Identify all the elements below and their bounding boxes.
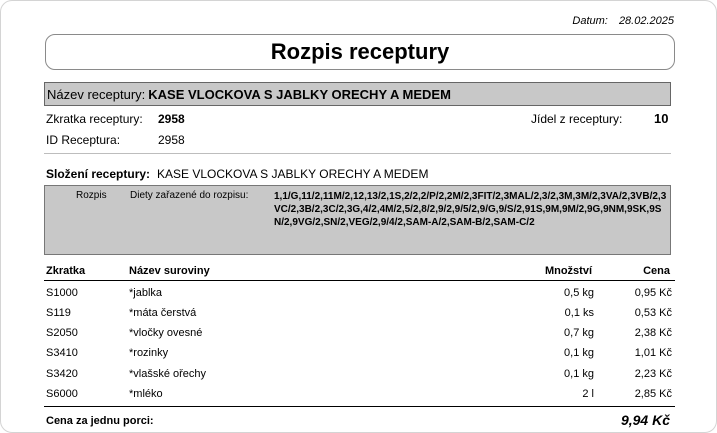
row-name: *jablka [129,287,163,299]
separator [44,153,671,154]
recipe-name-label: Název receptury: [47,86,146,102]
date-value: 28.02.2025 [618,15,674,27]
table-row [1,323,717,343]
portion-price-label: Cena za jednu porci: [46,415,154,427]
row-qty: 0,1 kg [564,347,594,359]
composition-value: KASE VLOCKOVA S JABLKY ORECHY A MEDEM [157,167,429,181]
recipe-name-value: KASE VLOCKOVA S JABLKY ORECHY A MEDEM [148,86,451,102]
row-code: S6000 [46,388,78,400]
diets-label: Diety zařazené do rozpisu: [130,190,249,201]
row-code: S3410 [46,347,78,359]
composition-label: Složení receptury: [46,167,151,181]
id-label: ID Receptura: [46,133,121,147]
abbr-value: 2958 [158,112,185,126]
table-row [1,303,717,323]
diets-value: 1,1/G,11/2,11M/2,12,13/2,1S,2/2,2/P/2,2M/2,3FIT/2,3MAL/2,3/2,3M,3M/2,3VA/2,3VB/2,3VC/2,3B/2,3C/2,3G,4/2,4M/2,5/2,8/2,9/2,9/5/2,9/G,9/S/2,91S,9M,9M/2,9G,9NM,9SK,9SN/2,9VG/2,SN/2,VEG/2,9/4/2,SAM-A/2,SAM-B/2,SAM-C/2 [274,191,667,228]
header-name: Název suroviny [129,265,210,277]
row-name: *mléko [129,388,163,400]
row-code: S119 [46,307,71,319]
row-name: *vlašské ořechy [129,368,207,380]
row-price: 2,23 Kč [634,368,672,380]
abbr-label: Zkratka receptury: [46,112,143,126]
header-rule [44,280,675,281]
row-qty: 0,5 kg [564,287,594,299]
row-name: *máta čerstvá [129,307,197,319]
row-price: 0,53 Kč [634,307,672,319]
row-price: 1,01 Kč [634,347,672,359]
meals-value: 10 [654,111,669,126]
header-code: Zkratka [46,265,86,277]
date [572,15,674,27]
header-price: Cena [643,265,670,277]
row-code: S1000 [46,287,78,299]
row-name: *vločky ovesné [129,327,203,339]
row-code: S2050 [46,327,78,339]
recipe-name-bar [44,82,671,106]
total-rule [44,406,675,407]
row-price: 2,38 Kč [634,327,672,339]
row-price: 2,85 Kč [634,388,672,400]
row-qty: 0,1 ks [564,307,594,319]
table-row [1,384,717,404]
rozpis-label: Rozpis [76,190,107,201]
row-qty: 0,7 kg [564,327,594,339]
header-qty: Množství [544,265,592,277]
id-value: 2958 [158,133,185,147]
row-qty: 0,1 kg [564,368,594,380]
title-box [45,34,675,70]
table-row [1,283,717,303]
row-name: *rozinky [129,347,169,359]
row-qty: 2 l [582,388,594,400]
meals-label: Jídel z receptury: [531,112,623,126]
diets-box [44,185,671,255]
portion-price-value: 9,94 Kč [620,412,670,428]
table-row [1,364,717,384]
date-label: Datum: [572,15,608,27]
row-price: 0,95 Kč [634,287,672,299]
page-title: Rozpis receptury [270,39,450,64]
table-row [1,343,717,363]
row-code: S3420 [46,368,78,380]
